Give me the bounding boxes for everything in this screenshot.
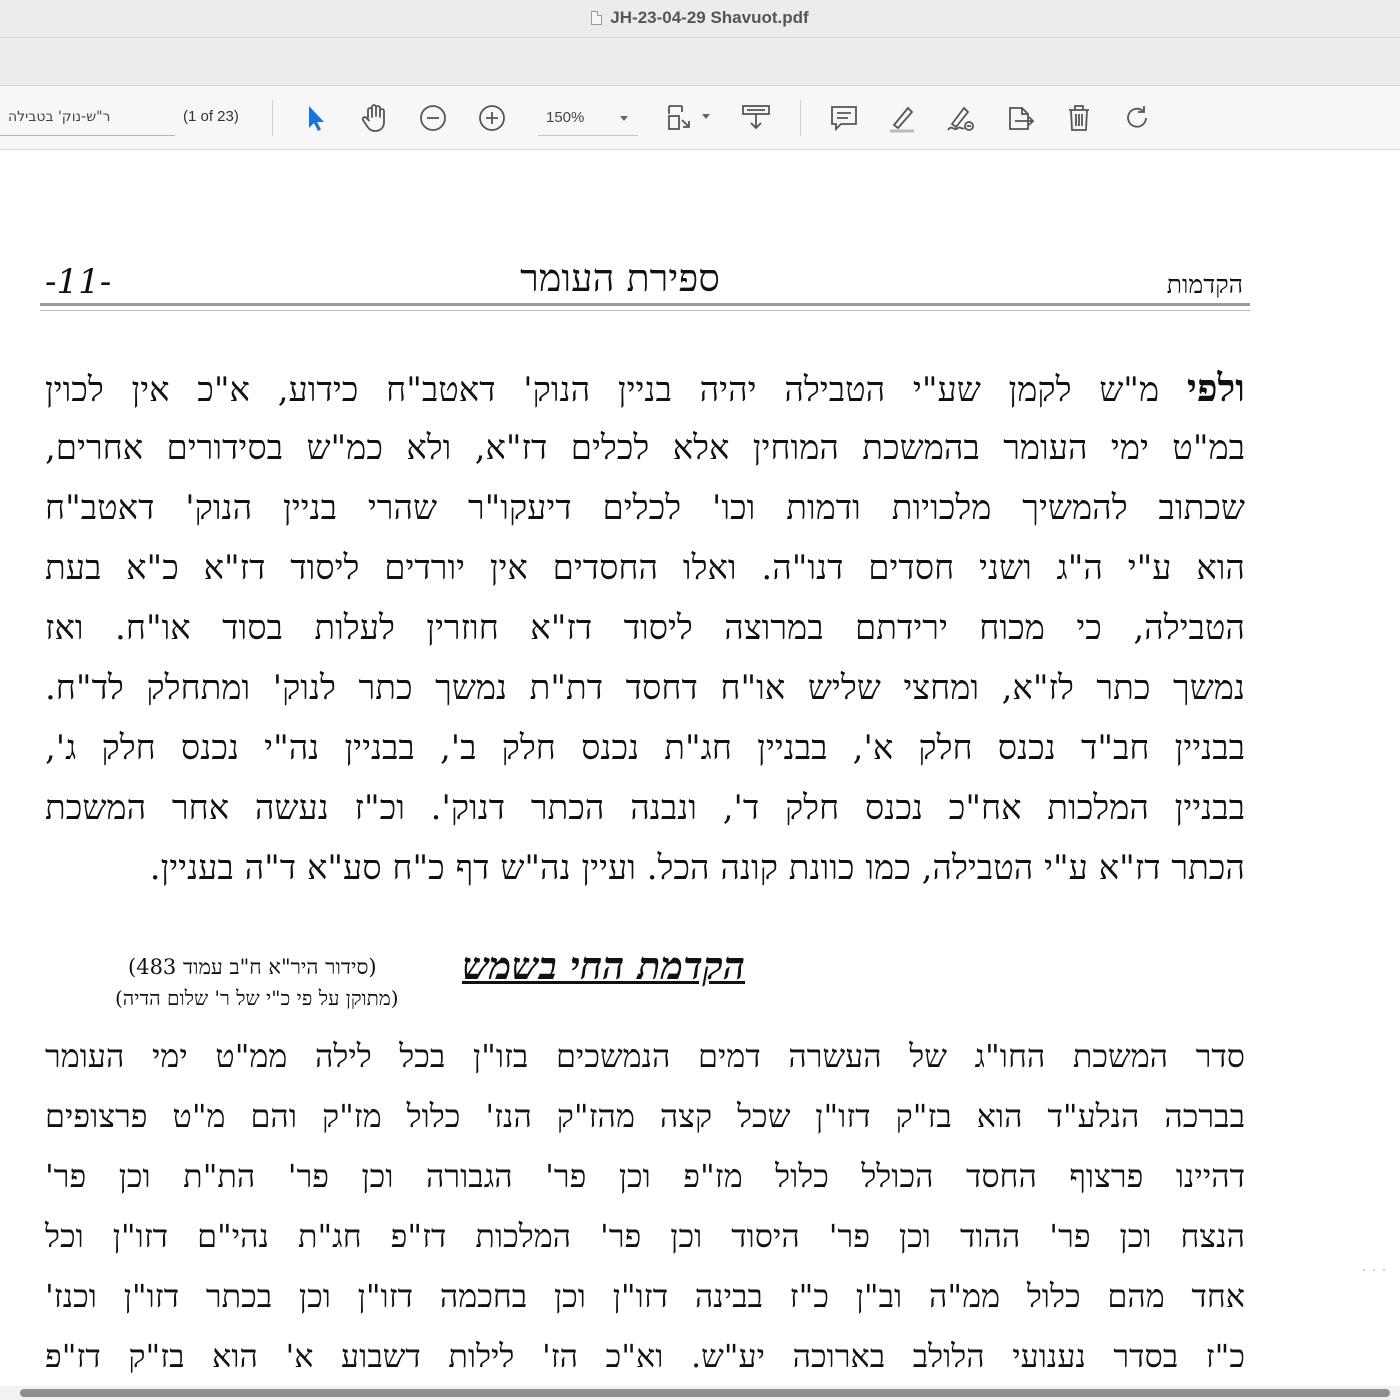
arrow-cursor-icon: [298, 100, 334, 136]
text-line: בבניין המלכות אח"כ נכנס חלק ד', ונבנה הכתר דנוק'. וכ"ז נעשה אחר המשכת: [45, 788, 1245, 828]
chevron-down-icon: [620, 116, 628, 121]
rotate-button[interactable]: [1120, 100, 1156, 136]
comment-icon: [826, 100, 862, 136]
document-page: [0, 150, 1400, 1386]
zoom-in-button[interactable]: [474, 100, 510, 136]
text-line: הנצח וכן פר' ההוד וכן פר' היסוד וכן פר' המלכות דז"פ חג"ת נהי"ם דזו"ן וכל: [45, 1217, 1246, 1255]
text-line: בברכה הנלע"ד הוא בז"ק דזו"ן שכל קצה מהז"ק הנז' כלול מז"ק והם מ"ט פרצופים: [45, 1097, 1245, 1135]
text-line: בבניין חב"ד נכנס חלק א', בבניין חג"ת נכנס חלק ב', בבניין נה"י נכנס חלק ג',: [45, 728, 1245, 768]
toolbar: [0, 86, 1400, 150]
sign-icon: [942, 100, 978, 136]
zoom-select[interactable]: [538, 100, 638, 136]
horizontal-scrollbar[interactable]: [0, 1386, 1400, 1400]
window-titlebar: [0, 0, 1400, 38]
text-line: סדר המשכת החו"ג של העשרה דמים הנמשכים בזו"ן בכל לילה ממ"ט ימי העומר: [45, 1037, 1245, 1075]
section-heading: הקדמת החי בשמש: [462, 943, 745, 988]
export-button[interactable]: [1002, 100, 1038, 136]
scrollbar-thumb[interactable]: [20, 1389, 1390, 1397]
delete-button[interactable]: [1061, 100, 1097, 136]
comment-button[interactable]: [826, 100, 862, 136]
select-tool-button[interactable]: [298, 100, 334, 136]
section-label: הקדמות: [1166, 270, 1243, 299]
pdf-file-icon: [591, 11, 602, 25]
toolbar-divider: [272, 100, 273, 136]
sign-button[interactable]: [942, 100, 978, 136]
header-rule: [40, 303, 1250, 306]
page-count: (1 of 23): [183, 108, 239, 125]
minus-circle-icon: [415, 100, 451, 136]
text-line: שכתוב להמשיך מלכויות ודמות וכו' לכלים דיעקו"ר שהרי בניין הנוק' דאטב"ח: [45, 488, 1245, 528]
scroll-mode-button[interactable]: [738, 100, 774, 136]
fit-page-button[interactable]: [662, 100, 698, 136]
text-line: הטבילה, כי מכוח ירידתם במרוצה ליסוד דז"א חוזרין לעלות בסוד או"ח. ואז: [45, 608, 1245, 648]
text-line: במ"ט ימי העומר בהמשכת המוחין אלא לכלים דז"א, ולא כמ"ש בסידורים אחרים,: [45, 428, 1245, 468]
pen-icon: [884, 100, 920, 136]
intro-paragraph: [45, 358, 1245, 898]
page-number: -11-: [45, 262, 112, 302]
lead-word: ולפי: [1186, 365, 1245, 410]
tab-bar: [0, 38, 1400, 86]
rotate-icon: [1120, 100, 1156, 136]
window-title: JH-23-04-29 Shavuot.pdf: [610, 8, 809, 27]
highlight-button[interactable]: [884, 100, 920, 136]
text-line: נמשך כתר לז"א, ומחצי שליש או"ח דחסד דת"ת נמשך כתר לנוק' ומתחלק לד"ח.: [45, 668, 1245, 708]
export-icon: [1002, 100, 1038, 136]
plus-circle-icon: [474, 100, 510, 136]
zoom-value: 150%: [546, 109, 585, 126]
hand-icon: [357, 100, 393, 136]
hand-tool-button[interactable]: [357, 100, 393, 136]
fit-dropdown-chevron-icon[interactable]: [702, 114, 710, 119]
text-line: אחד מהם כלול ממ"ה וב"ן כ"ז בבינה דזו"ן וכן בחכמה דזו"ן וכן בכתר דזו"ן וכנז': [45, 1277, 1246, 1315]
section-note: (מתוקן על פי כ"י של ר' שלום הדיה): [115, 986, 399, 1010]
section-source: (סידור היר"א ח"ב עמוד 483): [128, 955, 377, 979]
window-title-container: [0, 8, 1400, 28]
trash-icon: [1061, 100, 1097, 136]
body-paragraph: [45, 1026, 1245, 1386]
text-line: [45, 358, 1245, 418]
text-span: מ"ש לקמן שע"י הטבילה יהיה בניין הנוק' דאטב"ח כידוע, א"כ אין לכוין: [45, 370, 1187, 410]
search-input[interactable]: ר"ש-נוק' בטבילה: [0, 100, 175, 136]
text-line: הכתר דז"א ע"י הטבילה, כמו כוונת קונה הכל. ועיין נה"ש דף כ"ח סע"א ד"ה בעניין.: [149, 848, 1245, 888]
zoom-out-button[interactable]: [415, 100, 451, 136]
text-line: כ"ז בסדר נענועי הלולב בארוכה יע"ש. וא"כ הז' לילות דשבוע א' הוא בז"ק דז"פ: [45, 1337, 1245, 1375]
toolbar-divider: [800, 100, 801, 136]
ellipsis-icon: ···: [1362, 1262, 1392, 1276]
page-title: ספירת העומר: [520, 256, 720, 300]
text-line: דהיינו פרצוף החסד הכולל כלול מז"פ וכן פר' הגבורה וכן פר' הת"ת וכן פר': [45, 1157, 1246, 1195]
text-line: הוא ע"י ה"ג ושני חסדים דנו"ה. ואלו החסדים אין יורדים ליסוד דז"א כ"א בעת: [45, 548, 1245, 588]
fit-page-icon: [662, 100, 698, 136]
header-rule: [40, 310, 1250, 311]
scroll-mode-icon: [738, 100, 774, 136]
